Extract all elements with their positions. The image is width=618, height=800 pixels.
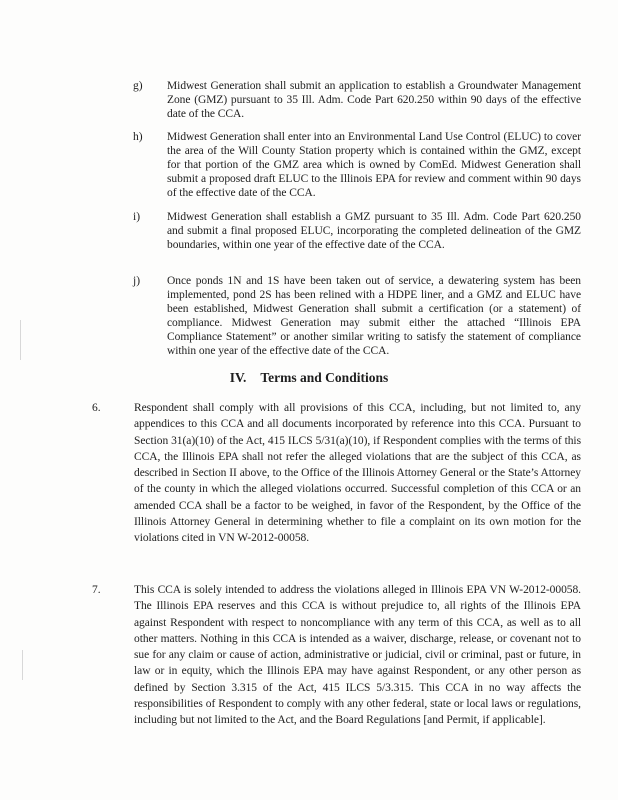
sub-item-label: i) (133, 211, 141, 223)
sub-item-label: j) (133, 275, 141, 287)
sub-item-text: Midwest Generation shall enter into an Environmental Land Use Control (ELUC) to cover the area of the Will County Station property which is contained within the GMZ, except for that portion of the GMZ area which is owned by ComEd. Midwest Generation shall submit a proposed draft ELUC to the Illinois EPA for review and comment within 90 days of the effective date of the CCA. (167, 131, 581, 199)
paragraph-number: 6. (92, 402, 101, 414)
section-title: Terms and Conditions (260, 370, 389, 385)
sub-item-text: Midwest Generation shall establish a GMZ pursuant to 35 Ill. Adm. Code Part 620.250 and submit a final proposed ELUC, incorporating the completed delineation of the GMZ boundaries, within one year of the effective date of the CCA. (167, 211, 581, 251)
section-number: IV. (229, 370, 247, 385)
section-heading (0, 370, 618, 386)
paragraph-7 (92, 582, 581, 729)
scan-edge-mark (20, 320, 21, 360)
paragraph-text: This CCA is solely intended to address the violations alleged in Illinois EPA VN W-2012-00058. The Illinois EPA reserves and this CCA is without prejudice to, all rights of the Illinois EPA against Respondent with respect to noncompliance with any term of this CCA, as well as to all other matters. Nothing in this CCA is intended as a waiver, discharge, release, or covenant not to sue for any claim or cause of action, administrative or judicial, civil or criminal, past or future, in law or in equity, which the Illinois EPA may have against Respondent, or any other person as defined by Section 3.315 of the Act, 415 ILCS 5/3.315. This CCA in no way affects the responsibilities of Respondent to comply with any other federal, state or local laws or regulations, including but not limited to the Act, and the Board Regulations [and Permit, if applicable]. (134, 584, 581, 727)
paragraph-6 (92, 400, 581, 547)
sub-item-g (133, 79, 581, 121)
sub-item-j (133, 274, 581, 358)
sub-item-h (133, 130, 581, 200)
sub-item-text: Midwest Generation shall submit an application to establish a Groundwater Management Zone (GMZ) pursuant to 35 Ill. Adm. Code Part 620.250 within 90 days of the effective date of the CCA. (167, 80, 581, 120)
paragraph-text: Respondent shall comply with all provisions of this CCA, including, but not limited to, any appendices to this CCA and all documents incorporated by reference into this CCA. Pursuant to Section 31(a)(10) of the Act, 415 ILCS 5/31(a)(10), if Respondent complies with the terms of this CCA, the Illinois EPA shall not refer the alleged violations that are the subject of this CCA, as described in Section II above, to the Office of the Illinois Attorney General or the State’s Attorney of the county in which the alleged violations occurred. Successful completion of this CCA or an amended CCA shall be a factor to be weighed, in favor of the Respondent, by the Office of the Illinois Attorney General in determining whether to file a complaint on its own motion for the violations cited in VN W-2012-00058. (134, 402, 581, 545)
scan-edge-mark (22, 650, 23, 680)
sub-item-label: g) (133, 80, 143, 92)
paragraph-number: 7. (92, 584, 101, 596)
sub-item-label: h) (133, 131, 143, 143)
sub-item-i (133, 210, 581, 252)
sub-item-text: Once ponds 1N and 1S have been taken out of service, a dewatering system has been implemented, pond 2S has been relined with a HDPE liner, and a GMZ and ELUC have been established, Midwest Generation shall submit a certification (or a statement) of compliance. Midwest Generation may submit either the attached “Illinois EPA Compliance Statement” or another similar writing to satisfy the statement of compliance within one year of the effective date of the CCA. (167, 275, 581, 357)
